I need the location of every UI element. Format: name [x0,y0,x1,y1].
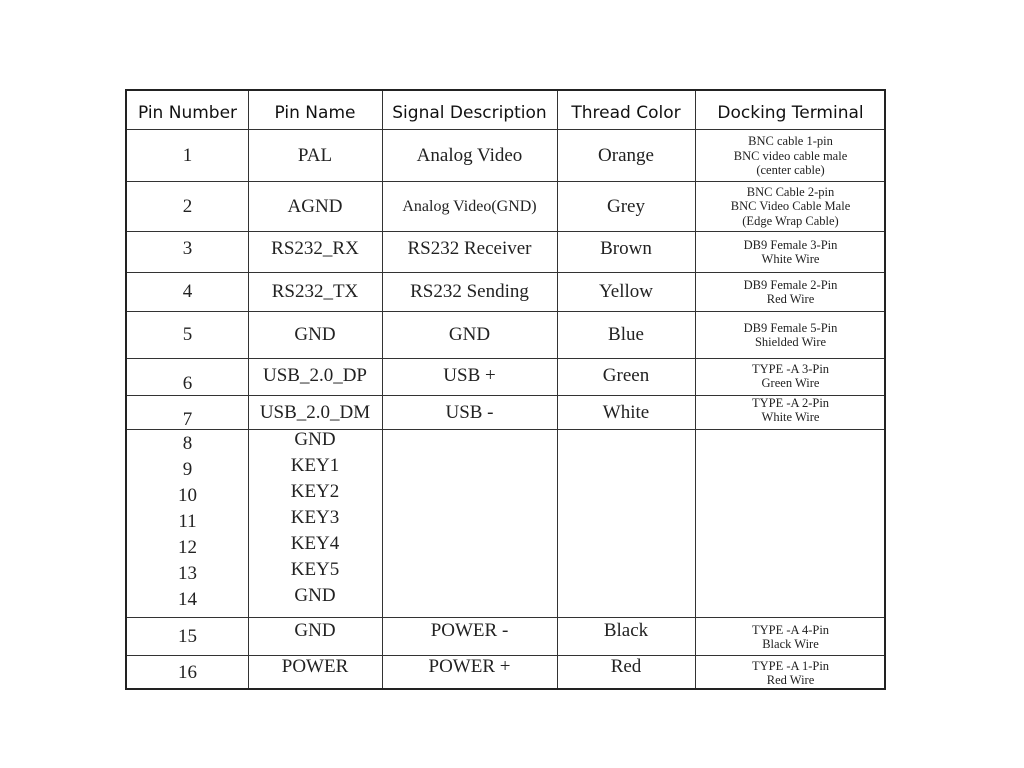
terminal-line: Red Wire [766,292,815,306]
pin-name: RS232_RX [271,238,359,259]
pin-name: RS232_TX [271,281,359,302]
pin-name: KEY1 [290,455,340,476]
docking-terminal [695,396,886,424]
pin-number: 10 [178,485,197,506]
pin-name: PAL [297,145,333,166]
signal-description: RS232 Receiver [407,238,532,259]
terminal-line: TYPE -A 4-Pin [751,622,830,637]
terminal-line: (center cable) [756,163,825,178]
pin-name: USB_2.0_DP [263,365,367,386]
docking-terminal [695,131,886,181]
pin-name: POWER [281,656,349,677]
header-pin-number: Pin Number [137,103,238,123]
thread-color: White [602,401,650,423]
terminal-line: Green Wire [761,376,820,390]
pin-name: GND [294,324,336,345]
thread-color: Black [603,620,649,641]
pin-name: KEY3 [290,507,340,528]
docking-terminal [695,273,886,311]
grouped-pin-names [248,427,382,609]
terminal-line: DB9 Female 2-Pin [743,277,838,292]
signal-description: POWER - [430,620,509,641]
pin-number: 14 [178,589,197,610]
signal-description: GND [448,324,491,345]
terminal-line: TYPE -A 2-Pin [751,395,830,410]
terminal-line: Shielded Wire [754,335,827,349]
pin-number: 16 [178,662,197,683]
thread-color: Brown [600,238,652,259]
terminal-line: TYPE -A 1-Pin [751,658,830,673]
pin-number: 11 [178,511,197,532]
pin-number: 2 [182,195,193,217]
pin-table [125,89,886,690]
thread-color: Green [602,365,650,386]
thread-color: Blue [608,324,644,345]
thread-color: Yellow [598,281,654,302]
pin-name: AGND [287,195,343,217]
thread-color: Orange [598,145,654,166]
terminal-line: BNC Video Cable Male [730,199,851,214]
pin-number: 8 [182,433,193,454]
pin-number: 6 [182,373,193,394]
pin-number: 4 [182,281,193,302]
pin-number: 3 [182,238,193,259]
docking-terminal [695,656,886,690]
signal-description: Analog Video [416,145,523,166]
pin-name: GND [294,585,336,606]
pin-name: GND [294,429,336,450]
terminal-line: Red Wire [766,673,815,687]
header-pin-name: Pin Name [274,103,356,123]
signal-description: Analog Video(GND) [402,197,537,215]
terminal-line: BNC video cable male [733,148,848,163]
terminal-line: White Wire [761,252,820,266]
pin-name: GND [294,620,336,641]
terminal-line: TYPE -A 3-Pin [751,361,830,376]
terminal-line: BNC Cable 2-pin [746,184,835,199]
terminal-line: (Edge Wrap Cable) [742,213,839,228]
pin-number: 9 [182,459,193,480]
docking-terminal [695,359,886,393]
pin-name: KEY4 [290,533,340,554]
terminal-line: Black Wire [762,637,819,651]
terminal-line: DB9 Female 3-Pin [743,237,838,252]
pin-number: 5 [182,324,193,345]
pin-number: 13 [178,563,197,584]
docking-terminal [695,182,886,231]
signal-description: USB - [445,401,494,423]
header-signal-description: Signal Description [392,103,547,123]
pin-name: KEY5 [290,559,340,580]
docking-terminal [695,312,886,358]
grouped-pin-numbers [127,431,248,613]
signal-description: POWER + [428,656,511,677]
pin-number: 12 [178,537,197,558]
terminal-line: White Wire [761,410,820,424]
header-thread-color: Thread Color [571,103,681,123]
signal-description: USB + [443,365,496,386]
docking-terminal [695,232,886,272]
thread-color: Grey [607,195,645,217]
terminal-line: BNC cable 1-pin [748,134,833,149]
header-docking-terminal: Docking Terminal [717,103,864,123]
pin-number: 15 [178,626,197,647]
pin-name: KEY2 [290,481,340,502]
docking-terminal [695,618,886,656]
pin-number: 1 [182,145,193,166]
pin-name: USB_2.0_DM [259,401,371,423]
terminal-line: DB9 Female 5-Pin [743,320,838,335]
pin-number: 7 [182,409,193,430]
thread-color: Red [610,656,642,677]
signal-description: RS232 Sending [410,281,529,302]
